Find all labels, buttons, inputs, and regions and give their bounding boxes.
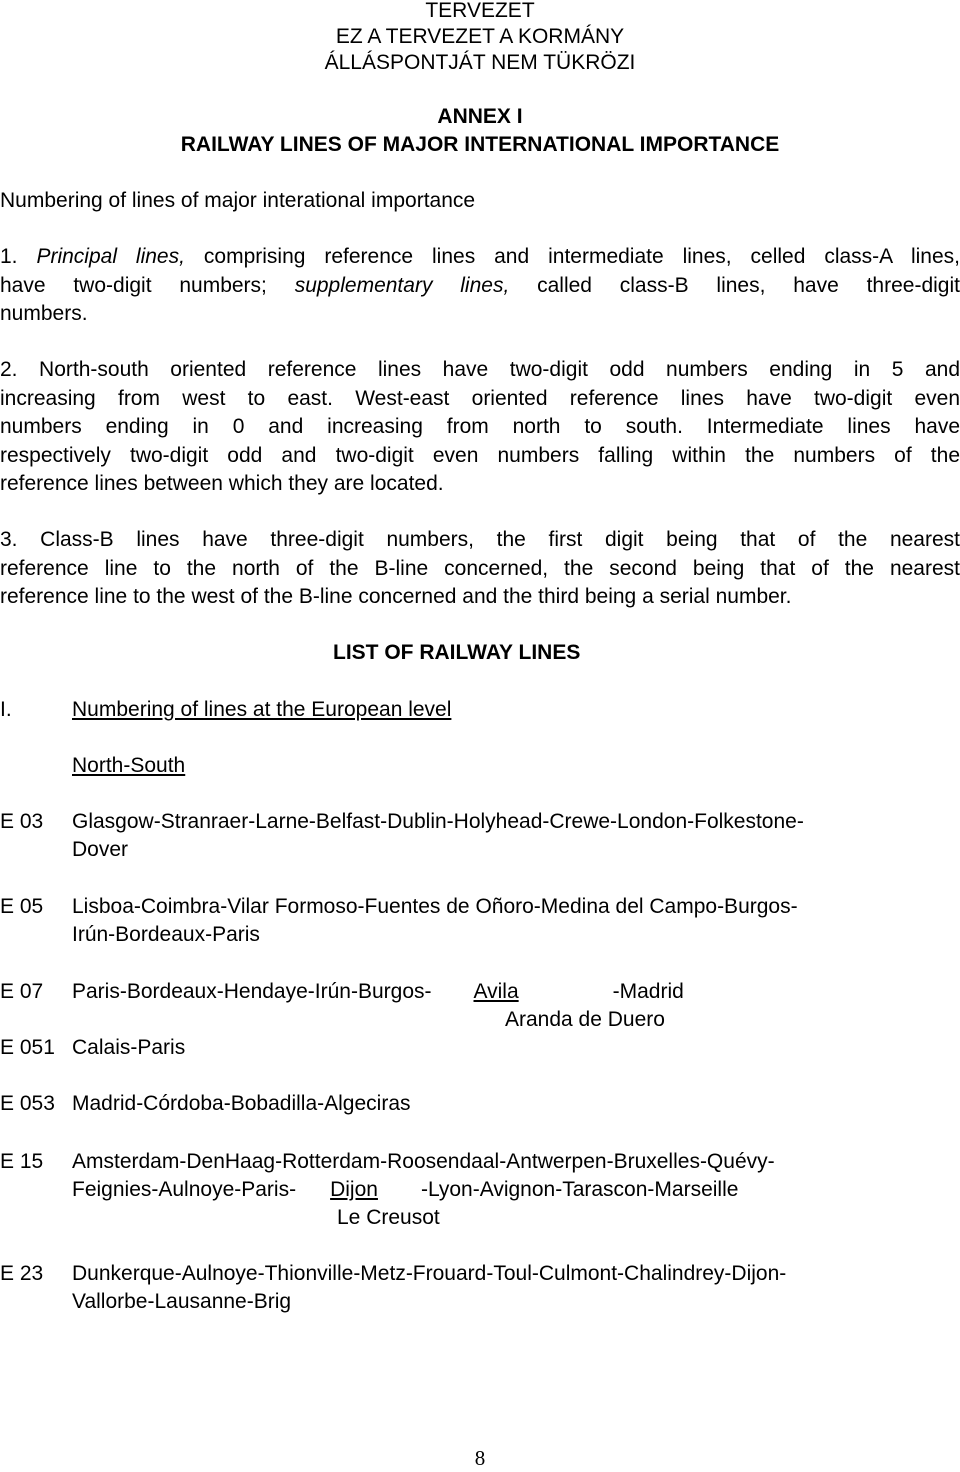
paragraph-3-line3: reference line to the west of the B-line concerned and the third being a serial number. [0, 585, 792, 608]
route-variant-avila: Avila [473, 980, 519, 1003]
line-route-e051: Calais-Paris [72, 1036, 186, 1059]
paragraph-3-line1: 3. Class-B lines have three-digit numbers, the first digit being that of the nearest [0, 528, 960, 551]
line-route-e03-part2: Dover [72, 838, 129, 861]
annex-subtitle: RAILWAY LINES OF MAJOR INTERNATIONAL IMPORTANCE [180, 133, 780, 156]
paragraph-2-line5: reference lines between which they are located. [0, 472, 444, 495]
line-route-e23-part2: Vallorbe-Lausanne-Brig [72, 1290, 292, 1313]
line-route-e23-part1: Dunkerque-Aulnoye-Thionville-Metz-Frouard-Toul-Culmont-Chalindrey-Dijon- [72, 1262, 787, 1285]
paragraph-3-line2: reference line to the north of the B-line concerned, the second being that of the nearest [0, 556, 960, 580]
line-code-e053: E 053 [0, 1092, 55, 1115]
line-code-e05: E 05 [0, 895, 44, 918]
line-route-e053: Madrid-Córdoba-Bobadilla-Algeciras [72, 1092, 411, 1115]
paragraph-1-line1: 1. Principal lines, comprising reference lines and intermediate lines, celled class-A lines, [0, 245, 960, 268]
paragraph-1-line2: have two-digit numbers; supplementary lines, called class-B lines, have three-digit [0, 273, 960, 297]
principal-lines-term: Principal lines, [36, 245, 185, 268]
list-title: LIST OF RAILWAY LINES [333, 641, 581, 664]
paragraph-2-line2: increasing from west to east. West-east oriented reference lines have two-digit even [0, 386, 960, 410]
annex-title: ANNEX I [437, 105, 523, 128]
paragraph-1-line3: numbers. [0, 302, 88, 325]
line-code-e03: E 03 [0, 810, 44, 833]
line-route-e05-part1: Lisboa-Coimbra-Vilar Formoso-Fuentes de Oñoro-Medina del Campo-Burgos- [72, 895, 798, 918]
page-number: 8 [474, 1446, 486, 1470]
supplementary-lines-term: supplementary lines, [294, 273, 510, 297]
paragraph-3 [0, 526, 960, 612]
paragraph-2-line3: numbers ending in 0 and increasing from north to south. Intermediate lines have [0, 415, 960, 438]
paragraph-1 [0, 243, 960, 329]
draft-label: TERVEZET [425, 0, 535, 22]
route-variant-aranda: Aranda de Duero [505, 1008, 665, 1031]
line-route-e03-part1: Glasgow-Stranraer-Larne-Belfast-Dublin-Holyhead-Crewe-London-Folkestone- [72, 810, 804, 833]
line-code-e23: E 23 [0, 1262, 44, 1285]
line-code-e051: E 051 [0, 1036, 55, 1059]
paragraph-2-line4: respectively two-digit odd and two-digit even numbers falling within the numbers of the [0, 443, 960, 467]
section-subtitle: North-South [72, 754, 186, 777]
line-route-e15-part1: Amsterdam-DenHaag-Rotterdam-Roosendaal-Antwerpen-Bruxelles-Quévy- [72, 1150, 775, 1173]
intro-text: Numbering of lines of major interational importance [0, 189, 476, 212]
paragraph-2 [0, 356, 960, 499]
route-variant-le-creusot: Le Creusot [337, 1206, 440, 1229]
route-variant-dijon: Dijon [330, 1178, 378, 1201]
section-number: I. [0, 698, 12, 721]
line-code-e07: E 07 [0, 980, 44, 1003]
line-route-e05-part2: Irún-Bordeaux-Paris [72, 923, 260, 946]
section-title: Numbering of lines at the European level [72, 698, 452, 721]
line-code-e15: E 15 [0, 1150, 44, 1173]
line-route-e15-part2: Feignies-Aulnoye-Paris- Dijon -Lyon-Avignon-Tarascon-Marseille [72, 1178, 739, 1201]
paragraph-2-line1: 2. North-south oriented reference lines have two-digit odd numbers ending in 5 and [0, 358, 960, 381]
line-route-e07: Paris-Bordeaux-Hendaye-Irún-Burgos- Avila -Madrid [72, 980, 684, 1003]
draft-disclaimer-line2: ÁLLÁSPONTJÁT NEM TÜKRÖZI [324, 51, 636, 74]
draft-disclaimer-line1: EZ A TERVEZET A KORMÁNY [335, 25, 625, 48]
